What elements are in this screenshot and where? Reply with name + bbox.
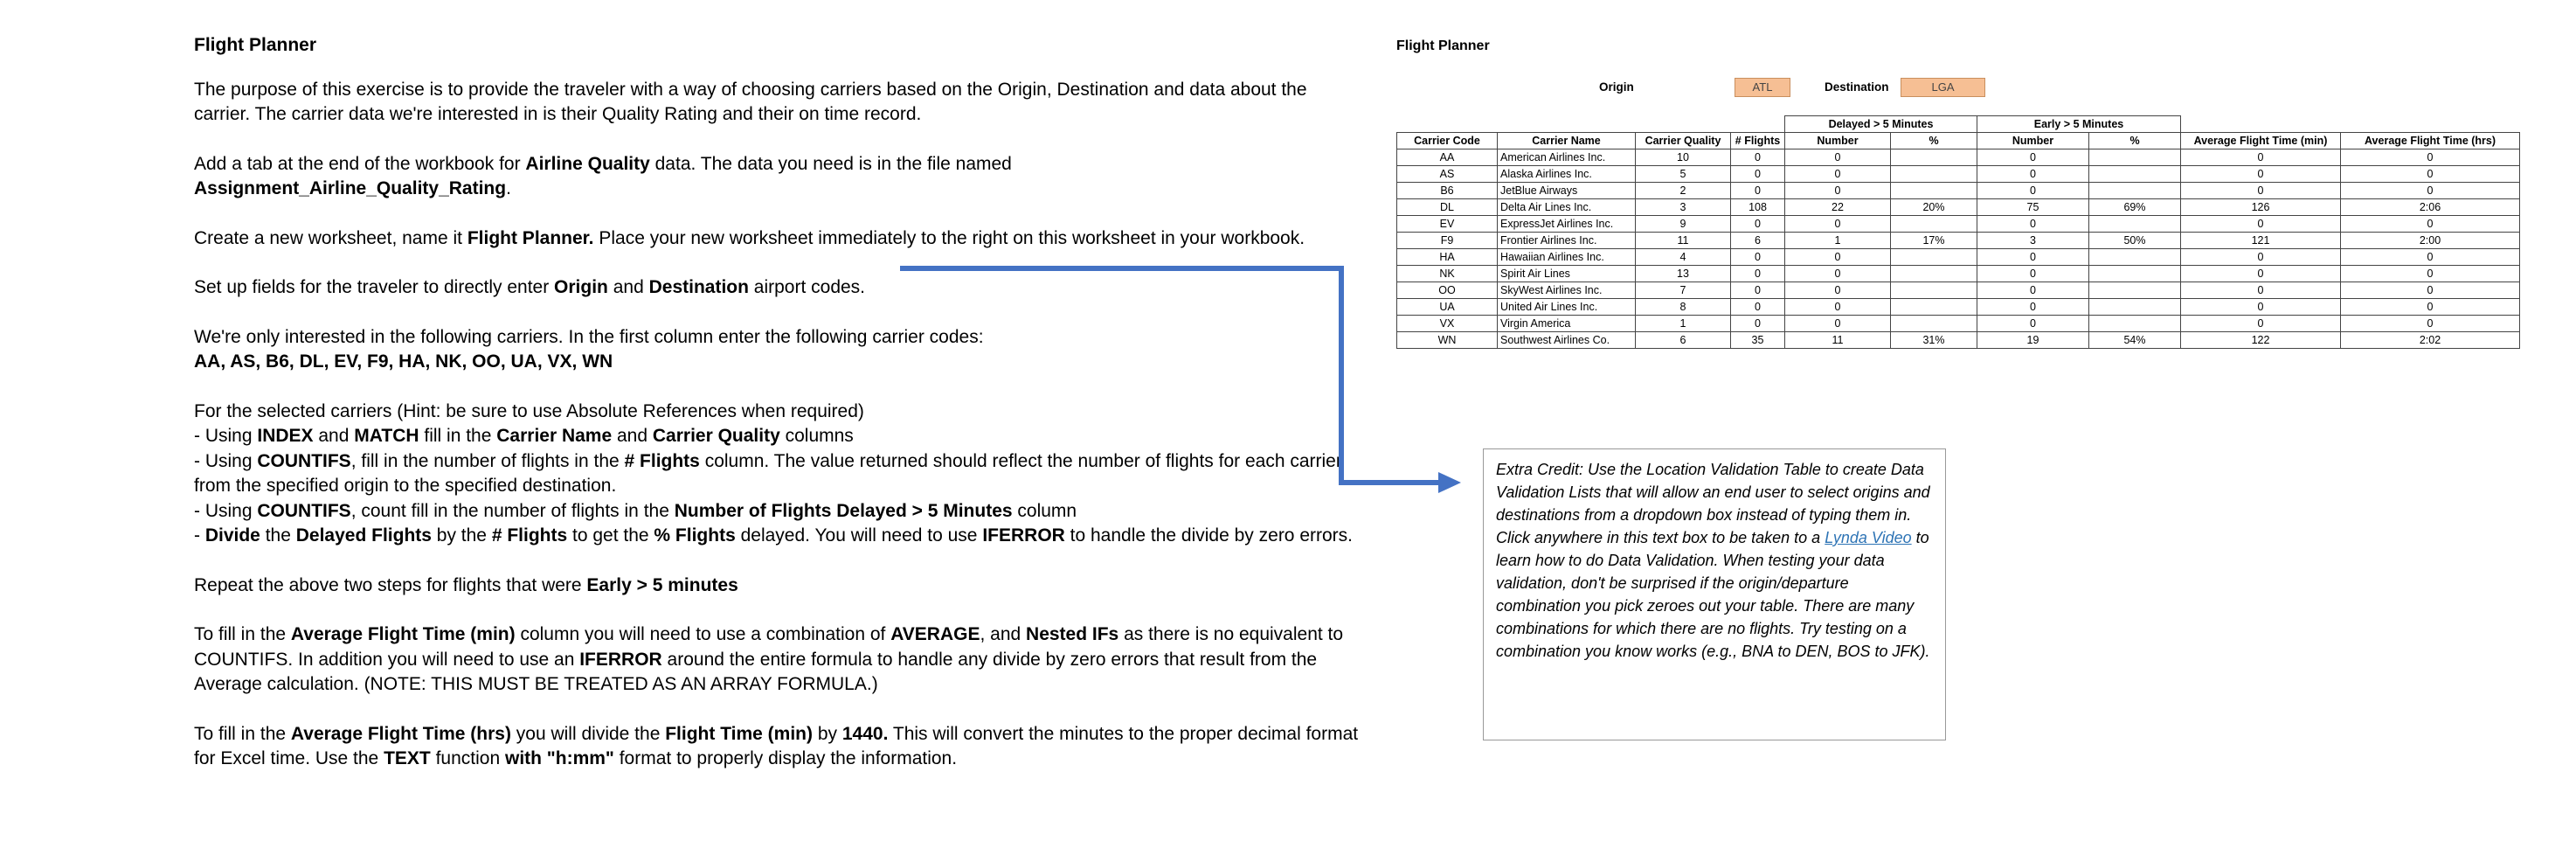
origin-input[interactable]: ATL (1735, 78, 1790, 97)
table-cell[interactable]: 126 (2181, 199, 2341, 216)
table-cell[interactable] (1891, 166, 1977, 183)
column-header: Carrier Code (1397, 133, 1498, 149)
column-header: Average Flight Time (hrs) (2341, 133, 2520, 149)
table-cell[interactable]: American Airlines Inc. (1498, 149, 1636, 166)
t: to get the (567, 525, 654, 546)
t: by the (431, 525, 492, 546)
t: delayed. You will need to use (735, 525, 983, 546)
table-cell[interactable]: 9 (1636, 216, 1731, 233)
column-header: Number (1785, 133, 1891, 149)
table-cell[interactable]: 0 (1785, 282, 1891, 299)
t: Assignment_Airline_Quality_Rating (194, 178, 507, 198)
table-cell[interactable]: 35 (1731, 332, 1785, 349)
table-cell[interactable] (2089, 166, 2181, 183)
table-cell[interactable]: 5 (1636, 166, 1731, 183)
table-cell[interactable]: 122 (2181, 332, 2341, 349)
table-cell[interactable]: JetBlue Airways (1498, 183, 1636, 199)
table-cell[interactable]: Virgin America (1498, 316, 1636, 332)
t: Divide (204, 525, 260, 546)
t: To fill in the (194, 624, 291, 644)
table-row (1397, 216, 2520, 233)
table-cell[interactable]: 0 (2181, 316, 2341, 332)
t: columns (779, 426, 854, 446)
table-cell[interactable]: 0 (2181, 266, 2341, 282)
t: MATCH (354, 426, 419, 446)
column-header: % (2089, 133, 2181, 149)
t: - Using (194, 500, 258, 521)
t: format to properly display the information. (613, 748, 958, 768)
table-cell[interactable]: Frontier Airlines Inc. (1498, 233, 1636, 249)
carrier-table (1396, 115, 2520, 349)
t: . (506, 178, 511, 198)
table-cell[interactable]: 0 (2181, 216, 2341, 233)
extra-credit-text-2: to learn how to do Data Validation. When testing your data validation, don't be surprised if the origin/departure combination you pick zeroes out your table. There are many combinations for which there are no flights. Try testing on a combination you know works (e.g., BNA to DEN, BOS to JFK). (1496, 529, 1930, 660)
table-cell[interactable]: 7 (1636, 282, 1731, 299)
table-row (1397, 316, 2520, 332)
table-cell[interactable]: 0 (1785, 183, 1891, 199)
column-header: Average Flight Time (min) (2181, 133, 2341, 149)
table-body (1397, 149, 2520, 349)
t: IFERROR (579, 649, 662, 670)
t: INDEX (257, 426, 314, 446)
t: Carrier Quality (652, 426, 780, 446)
table-cell[interactable]: 54% (2089, 332, 2181, 349)
table-cell[interactable]: 10 (1636, 149, 1731, 166)
t: data. The data you need is in the file named (649, 153, 1012, 174)
table-cell[interactable]: 0 (1731, 166, 1785, 183)
table-cell[interactable] (2089, 299, 2181, 316)
table-cell[interactable]: 0 (1977, 282, 2089, 299)
table-cell[interactable]: UA (1397, 299, 1498, 316)
table-cell[interactable]: 0 (1977, 166, 2089, 183)
table-cell[interactable]: 31% (1891, 332, 1977, 349)
table-cell[interactable]: 1 (1636, 316, 1731, 332)
table-cell[interactable]: 0 (1785, 299, 1891, 316)
table-cell[interactable]: 2:02 (2341, 332, 2520, 349)
t: Carrier Name (496, 426, 613, 446)
column-header: # Flights (1731, 133, 1785, 149)
table-cell[interactable]: 0 (1731, 316, 1785, 332)
t: AA, AS, B6, DL, EV, F9, HA, NK, OO, UA, VX, WN (194, 351, 613, 372)
table-cell[interactable] (2089, 183, 2181, 199)
table-cell[interactable]: 4 (1636, 249, 1731, 266)
table-row (1397, 199, 2520, 216)
table-cell[interactable]: 0 (1977, 249, 2089, 266)
table-cell[interactable]: Alaska Airlines Inc. (1498, 166, 1636, 183)
table-cell[interactable]: 0 (1785, 166, 1891, 183)
t: airport codes. (748, 277, 866, 297)
t: , and (980, 624, 1027, 644)
destination-label: Destination (1825, 80, 1889, 94)
t: AVERAGE (890, 624, 980, 644)
table-cell[interactable]: 0 (1731, 183, 1785, 199)
t: Place your new worksheet immediately to the right on this worksheet in your workbook. (593, 227, 1305, 248)
table-cell[interactable]: 0 (1785, 216, 1891, 233)
origin-label: Origin (1599, 80, 1634, 94)
t: - Using (194, 450, 258, 471)
table-cell[interactable]: 2:00 (2341, 233, 2520, 249)
t: To fill in the (194, 723, 291, 744)
t: around the entire formula to handle any divide by zero errors that result from the Average calculation. (NOTE: THIS MUST BE TREATED AS AN ARRAY FORMULA.) (194, 649, 1318, 694)
t: column you will need to use a combination of (515, 624, 891, 644)
table-cell[interactable]: VX (1397, 316, 1498, 332)
t: TEXT (384, 748, 431, 768)
table-cell[interactable] (1891, 316, 1977, 332)
t: as there is no equivalent to COUNTIFS. In addition you will need to use an (194, 624, 1344, 670)
table-cell[interactable]: AA (1397, 149, 1498, 166)
table-cell[interactable]: 0 (2341, 183, 2520, 199)
table-cell[interactable]: 3 (1636, 199, 1731, 216)
table-row (1397, 233, 2520, 249)
table-cell[interactable]: 11 (1785, 332, 1891, 349)
table-cell[interactable]: 11 (1636, 233, 1731, 249)
t: # Flights (491, 525, 568, 546)
table-cell[interactable]: 0 (2341, 316, 2520, 332)
table-cell[interactable]: 1 (1785, 233, 1891, 249)
table-cell[interactable]: 0 (1731, 249, 1785, 266)
table-row (1397, 299, 2520, 316)
table-cell[interactable]: 0 (1731, 216, 1785, 233)
column-header: % (1891, 133, 1977, 149)
table-row (1397, 249, 2520, 266)
table-cell[interactable]: 0 (1731, 282, 1785, 299)
table-cell[interactable] (1891, 266, 1977, 282)
t: Set up fields for the traveler to directly enter (194, 277, 555, 297)
t: We're only interested in the following carriers. In the first column enter the following carrier codes: (194, 326, 984, 347)
blank-header (2181, 116, 2520, 133)
table-cell[interactable]: Hawaiian Airlines Inc. (1498, 249, 1636, 266)
table-cell[interactable]: OO (1397, 282, 1498, 299)
table-cell[interactable]: 0 (1731, 266, 1785, 282)
t: Number of Flights Delayed > 5 Minutes (674, 500, 1013, 521)
arrow-line (900, 268, 1442, 483)
table-cell[interactable]: 2:06 (2341, 199, 2520, 216)
t: Nested IFs (1026, 624, 1119, 644)
table-row (1397, 332, 2520, 349)
t: Average Flight Time (min) (290, 624, 516, 644)
t: , fill in the number of flights in the (350, 450, 625, 471)
table-cell[interactable]: 0 (1977, 316, 2089, 332)
table-cell[interactable] (2089, 266, 2181, 282)
table-cell[interactable]: 17% (1891, 233, 1977, 249)
table-cell[interactable] (2089, 282, 2181, 299)
t: Airline Quality (525, 153, 650, 174)
table-cell[interactable]: B6 (1397, 183, 1498, 199)
table-row (1397, 282, 2520, 299)
table-cell[interactable]: 0 (2181, 149, 2341, 166)
t: and (313, 426, 355, 446)
group-early-header: Early > 5 Minutes (1977, 116, 2181, 133)
column-header: Carrier Quality (1636, 133, 1731, 149)
t: Delayed Flights (295, 525, 432, 546)
table-cell[interactable]: 0 (1731, 299, 1785, 316)
table-cell[interactable] (1891, 249, 1977, 266)
t: Origin (554, 277, 608, 297)
table-cell[interactable]: 0 (1977, 183, 2089, 199)
table-cell[interactable]: 50% (2089, 233, 2181, 249)
table-cell[interactable]: ExpressJet Airlines Inc. (1498, 216, 1636, 233)
table-cell[interactable]: 0 (1977, 266, 2089, 282)
table-cell[interactable]: 0 (2181, 183, 2341, 199)
table-cell[interactable]: 0 (2181, 249, 2341, 266)
t: you will divide the (510, 723, 666, 744)
table-cell[interactable]: 0 (2181, 166, 2341, 183)
table-row (1397, 183, 2520, 199)
t: the (260, 525, 296, 546)
table-cell[interactable]: F9 (1397, 233, 1498, 249)
t: COUNTIFS (257, 500, 351, 521)
t: - Using (194, 426, 258, 446)
table-cell[interactable]: 121 (2181, 233, 2341, 249)
table-cell[interactable]: 0 (2181, 282, 2341, 299)
table-cell[interactable]: 22 (1785, 199, 1891, 216)
t: Flight Planner. (467, 227, 594, 248)
t: 1440. (841, 723, 889, 744)
table-cell[interactable]: 0 (2341, 216, 2520, 233)
para-purpose-text: The purpose of this exercise is to provide the traveler with a way of choosing carriers based on the Origin, Destination and data about the carrier. The carrier data we're interested in is their Quality Rating and their on time record. (194, 79, 1307, 124)
table-cell[interactable]: 19 (1977, 332, 2089, 349)
table-row (1397, 266, 2520, 282)
extra-credit-text: Extra Credit: Use the Location Validation Table to create Data Validation Lists that will allow an end user to select origins and destinations from a dropdown box instead of typing them in. Click anywhere in this text box to be taken to a (1496, 461, 1930, 546)
table-cell[interactable] (1891, 282, 1977, 299)
table-cell[interactable]: 0 (2341, 299, 2520, 316)
table-cell[interactable]: 0 (1785, 316, 1891, 332)
table-cell[interactable]: Delta Air Lines Inc. (1498, 199, 1636, 216)
blank-header (1397, 116, 1785, 133)
column-header: Carrier Name (1498, 133, 1636, 149)
t: and (612, 426, 653, 446)
table-cell[interactable]: 0 (2341, 249, 2520, 266)
lynda-video-link[interactable]: Lynda Video (1825, 529, 1912, 546)
t: Destination (648, 277, 749, 297)
table-cell[interactable]: Spirit Air Lines (1498, 266, 1636, 282)
t: fill in the (419, 426, 497, 446)
table-cell[interactable] (1891, 299, 1977, 316)
t: function (430, 748, 505, 768)
t: # Flights (624, 450, 700, 471)
table-cell[interactable]: 108 (1731, 199, 1785, 216)
t: by (813, 723, 842, 744)
table-row (1397, 166, 2520, 183)
table-cell[interactable] (2089, 316, 2181, 332)
table-cell[interactable]: HA (1397, 249, 1498, 266)
table-cell[interactable]: 0 (1785, 266, 1891, 282)
table-row (1397, 149, 2520, 166)
t: Early > 5 minutes (586, 574, 738, 595)
table-cell[interactable]: 0 (2341, 166, 2520, 183)
table-cell[interactable]: 69% (2089, 199, 2181, 216)
table-cell[interactable]: WN (1397, 332, 1498, 349)
table-cell[interactable]: 2 (1636, 183, 1731, 199)
table-cell[interactable]: 0 (1977, 216, 2089, 233)
t: column (1012, 500, 1077, 521)
table-cell[interactable]: AS (1397, 166, 1498, 183)
t: to handle the divide by zero errors. (1064, 525, 1353, 546)
table-cell[interactable]: DL (1397, 199, 1498, 216)
t: COUNTIFS (257, 450, 351, 471)
t: For the selected carriers (Hint: be sure to use Absolute References when required) (194, 400, 864, 421)
table-cell[interactable]: EV (1397, 216, 1498, 233)
group-delayed-header: Delayed > 5 Minutes (1785, 116, 1977, 133)
table-cell[interactable]: 8 (1636, 299, 1731, 316)
table-cell[interactable]: 0 (2341, 282, 2520, 299)
table-cell[interactable]: 0 (1977, 149, 2089, 166)
table-cell[interactable]: 6 (1731, 233, 1785, 249)
destination-input[interactable]: LGA (1901, 78, 1985, 97)
table-cell[interactable]: 0 (2341, 149, 2520, 166)
table-cell[interactable]: NK (1397, 266, 1498, 282)
t: Average Flight Time (hrs) (290, 723, 511, 744)
t: with "h:mm" (504, 748, 614, 768)
t: Add a tab at the end of the workbook for (194, 153, 526, 174)
table-cell[interactable]: 0 (2181, 299, 2341, 316)
table-cell[interactable] (1891, 149, 1977, 166)
table-cell[interactable]: 0 (1977, 299, 2089, 316)
table-cell[interactable]: 3 (1977, 233, 2089, 249)
table-cell[interactable] (2089, 249, 2181, 266)
t: Create a new worksheet, name it (194, 227, 467, 248)
t: This will convert the minutes to the proper decimal format for Excel time. Use the (194, 723, 1359, 768)
t: - (194, 525, 205, 546)
table-cell[interactable]: 13 (1636, 266, 1731, 282)
table-cell[interactable]: 6 (1636, 332, 1731, 349)
table-cell[interactable]: 0 (1785, 249, 1891, 266)
table-cell[interactable] (2089, 149, 2181, 166)
t: % Flights (654, 525, 736, 546)
t: column. The value returned should reflect the number of flights for each carrier from the specified origin to the specified destination. (194, 450, 1342, 496)
table-cell[interactable] (1891, 183, 1977, 199)
arrow-head (1438, 472, 1461, 493)
table-cell[interactable] (1891, 216, 1977, 233)
instructions-title: Flight Planner (194, 35, 317, 55)
column-header: Number (1977, 133, 2089, 149)
table-cell[interactable]: United Air Lines Inc. (1498, 299, 1636, 316)
t: , count fill in the number of flights in the (350, 500, 675, 521)
t: Flight Time (min) (665, 723, 813, 744)
t: Repeat the above two steps for flights that were (194, 574, 587, 595)
table-cell[interactable]: SkyWest Airlines Inc. (1498, 282, 1636, 299)
table-cell[interactable] (2089, 216, 2181, 233)
t: IFERROR (982, 525, 1065, 546)
table-cell[interactable]: 20% (1891, 199, 1977, 216)
table-cell[interactable]: Southwest Airlines Co. (1498, 332, 1636, 349)
extra-credit-textbox[interactable] (1483, 448, 1946, 740)
sheet-title: Flight Planner (1396, 38, 1490, 53)
column-header-row (1397, 133, 2520, 149)
table-cell[interactable]: 75 (1977, 199, 2089, 216)
flight-planner-sheet (1396, 38, 2532, 346)
table-cell[interactable]: 0 (1785, 149, 1891, 166)
table-cell[interactable]: 0 (2341, 266, 2520, 282)
table-cell[interactable]: 0 (1731, 149, 1785, 166)
t: and (607, 277, 649, 297)
